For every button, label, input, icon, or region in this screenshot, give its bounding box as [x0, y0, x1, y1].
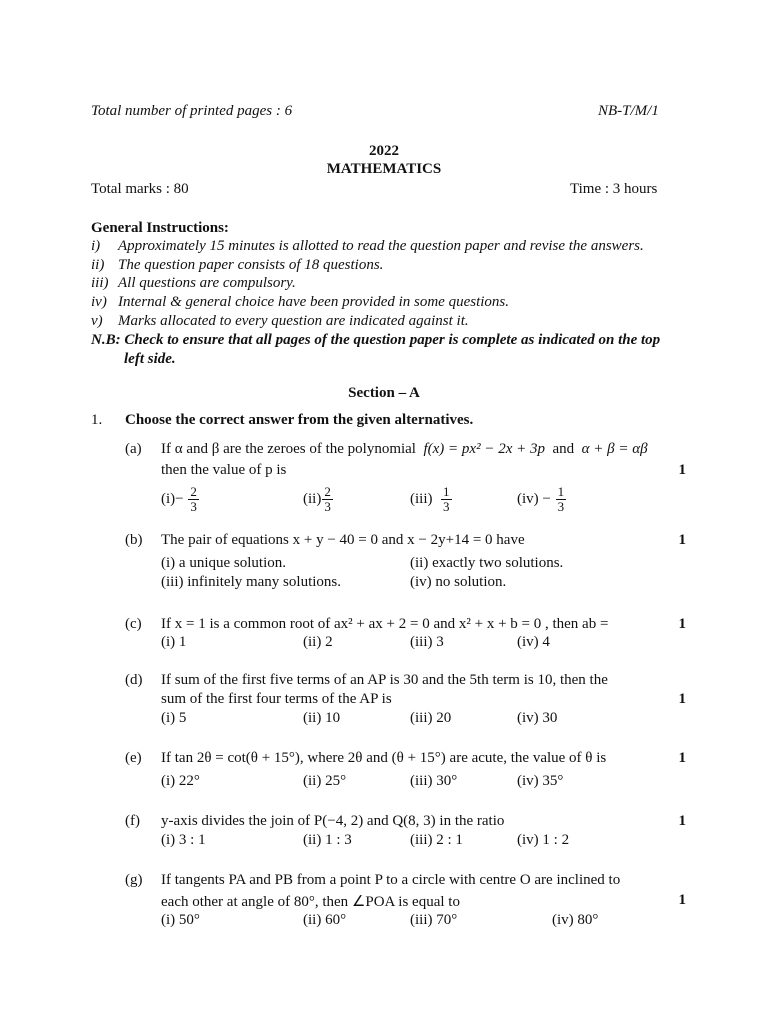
marks-value: 1: [678, 691, 686, 707]
option-item: (iii) 3: [410, 634, 444, 650]
subquestion-label: (e): [125, 750, 142, 766]
marks-value: 1: [678, 750, 686, 766]
marks-value: 1: [678, 616, 686, 632]
exam-year: 2022: [369, 143, 399, 159]
question-a-text-cont: then the value of p is: [161, 462, 287, 478]
total-marks: Total marks : 80: [91, 181, 189, 197]
option-item: (i) a unique solution.: [161, 555, 286, 571]
section-heading: Section – A: [348, 385, 420, 401]
option-item: (iv) 80°: [552, 912, 599, 928]
nb-note-cont: left side.: [124, 351, 176, 367]
option-item: (ii) 2: [303, 634, 333, 650]
question-g-text: If tangents PA and PB from a point P to a circle with centre O are inclined to: [161, 872, 621, 888]
instruction-item: iv) Internal & general choice have been provided in some questions.: [91, 294, 510, 310]
subject-title: MATHEMATICS: [326, 161, 442, 177]
instruction-item: iii) All questions are compulsory.: [91, 275, 296, 291]
question-e-text: If tan 2θ = cot(θ + 15°), where 2θ and (θ + 15°) are acute, the value of θ is: [161, 750, 607, 766]
question-b-text: The pair of equations x + y − 40 = 0 and x − 2y+14 = 0 have: [161, 532, 525, 548]
option-item: (iv) no solution.: [410, 574, 507, 590]
option-item: (ii) exactly two solutions.: [410, 555, 564, 571]
marks-value: 1: [678, 532, 686, 548]
subquestion-label: (f): [125, 813, 140, 829]
option-item: (i) 22°: [161, 773, 200, 789]
option-item: (i)− $\frac{2}{3}$: [161, 484, 197, 514]
instructions-title: General Instructions:: [91, 220, 229, 236]
option-item: (iii) 20: [410, 710, 452, 726]
subquestion-label: (c): [125, 616, 142, 632]
option-item: (ii) 10: [303, 710, 341, 726]
option-item: (i) 5: [161, 710, 187, 726]
marks-value: 1: [678, 462, 686, 478]
option-item: (iii) 70°: [410, 912, 458, 928]
question-d-text: If sum of the first five terms of an AP is 30 and the 5th term is 10, then the: [161, 672, 608, 688]
option-item: (ii) $\frac{2}{3}$: [303, 484, 331, 514]
question-a-text: If α and β are the zeroes of the polynomial f(x) = px² − 2x + 3p and α + β = αβ: [161, 441, 648, 457]
option-item: (iii) 30°: [410, 773, 458, 789]
instruction-item: ii) The question paper consists of 18 questions.: [91, 257, 384, 273]
instruction-item: i) Approximately 15 minutes is allotted to read the question paper and revise the answers.: [91, 238, 644, 254]
marks-value: 1: [678, 892, 686, 908]
question-d-text-cont: sum of the first four terms of the AP is: [161, 691, 392, 707]
nb-note: N.B: Check to ensure that all pages of the question paper is complete as indicated on the top: [91, 332, 661, 348]
option-item: (i) 50°: [161, 912, 200, 928]
option-item: (iv) 30: [517, 710, 558, 726]
paper-code: NB-T/M/1: [598, 103, 659, 119]
printed-pages-note: Total number of printed pages : 6: [91, 103, 293, 119]
instruction-item: v) Marks allocated to every question are indicated against it.: [91, 313, 469, 329]
question-title: Choose the correct answer from the given alternatives.: [125, 412, 474, 428]
question-c-text: If x = 1 is a common root of ax² + ax + 2 = 0 and x² + x + b = 0 , then ab =: [161, 616, 609, 632]
option-item: (iv) − $\frac{1}{3}$: [517, 484, 565, 514]
option-item: (iii) infinitely many solutions.: [161, 574, 341, 590]
subquestion-label: (g): [125, 872, 143, 888]
option-item: (iv) 4: [517, 634, 550, 650]
subquestion-label: (b): [125, 532, 143, 548]
question-g-text-cont: each other at angle of 80°, then ∠POA is equal to: [161, 894, 460, 910]
option-item: (i) 3 : 1: [161, 832, 206, 848]
option-item: (ii) 60°: [303, 912, 347, 928]
question-number: 1.: [91, 412, 103, 428]
option-item: (iii) $\frac{1}{3}$: [410, 484, 450, 514]
option-item: (iv) 35°: [517, 773, 564, 789]
option-item: (iii) 2 : 1: [410, 832, 463, 848]
marks-value: 1: [678, 813, 686, 829]
subquestion-label: (a): [125, 441, 142, 457]
option-item: (ii) 1 : 3: [303, 832, 352, 848]
option-item: (iv) 1 : 2: [517, 832, 570, 848]
exam-time: Time : 3 hours: [570, 181, 658, 197]
question-f-text: y-axis divides the join of P(−4, 2) and Q(8, 3) in the ratio: [161, 813, 505, 829]
option-item: (i) 1: [161, 634, 187, 650]
option-item: (ii) 25°: [303, 773, 347, 789]
subquestion-label: (d): [125, 672, 143, 688]
